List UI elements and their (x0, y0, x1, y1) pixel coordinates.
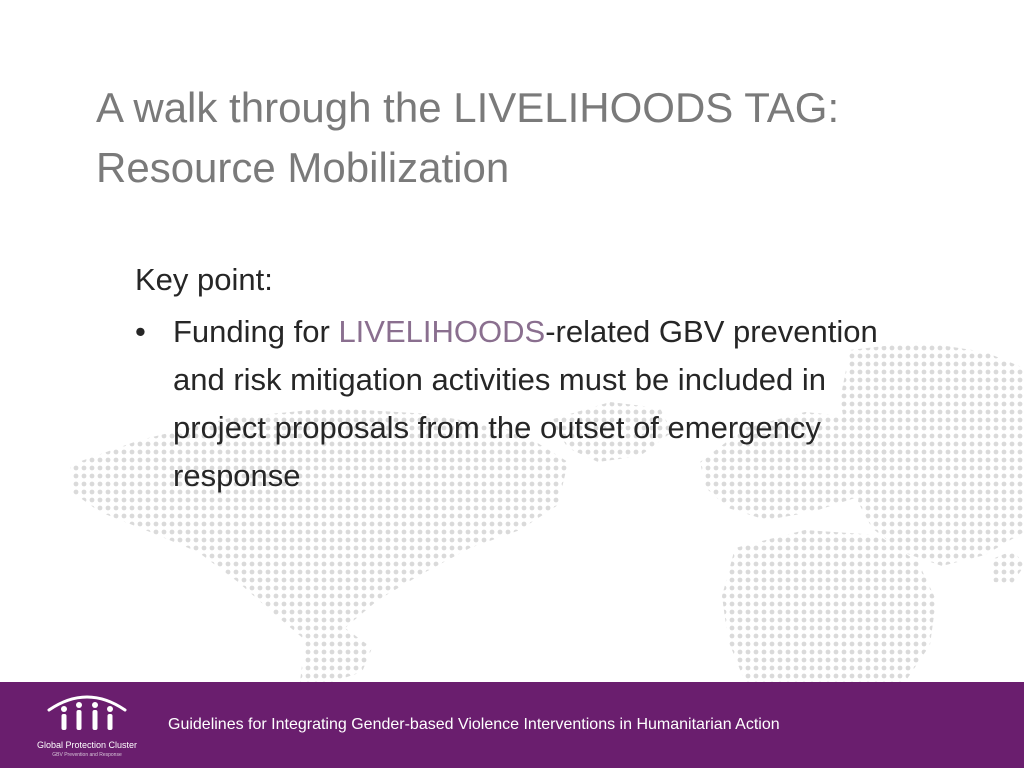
people-arc-logo-icon (39, 688, 135, 740)
logo-subtitle: GBV Prevention and Response (52, 752, 122, 758)
bullet-highlight: LIVELIHOODS (338, 314, 546, 349)
slide-title (96, 78, 956, 198)
bullet-text-start: Funding for (173, 314, 339, 349)
key-point-label: Key point: (135, 262, 273, 297)
logo-name: Global Protection Cluster (36, 740, 138, 750)
bullet-text (173, 308, 913, 500)
slide-body (135, 256, 925, 500)
bullet-item (135, 308, 925, 500)
footer-bar (0, 682, 1024, 768)
slide-title-line-2: Resource Mobilization (96, 144, 510, 191)
global-protection-cluster-logo (28, 688, 146, 766)
footer-text: Guidelines for Integrating Gender-based Violence Interventions in Humanitarian Action (168, 716, 780, 733)
bullet-dot-icon: • (135, 314, 146, 349)
bullet-text-end: -related GBV prevention and risk mitigation activities must be included in project proposals from the outset of emergency response (173, 314, 878, 493)
slide-title-line-1: A walk through the LIVELIHOODS TAG: (96, 84, 840, 131)
